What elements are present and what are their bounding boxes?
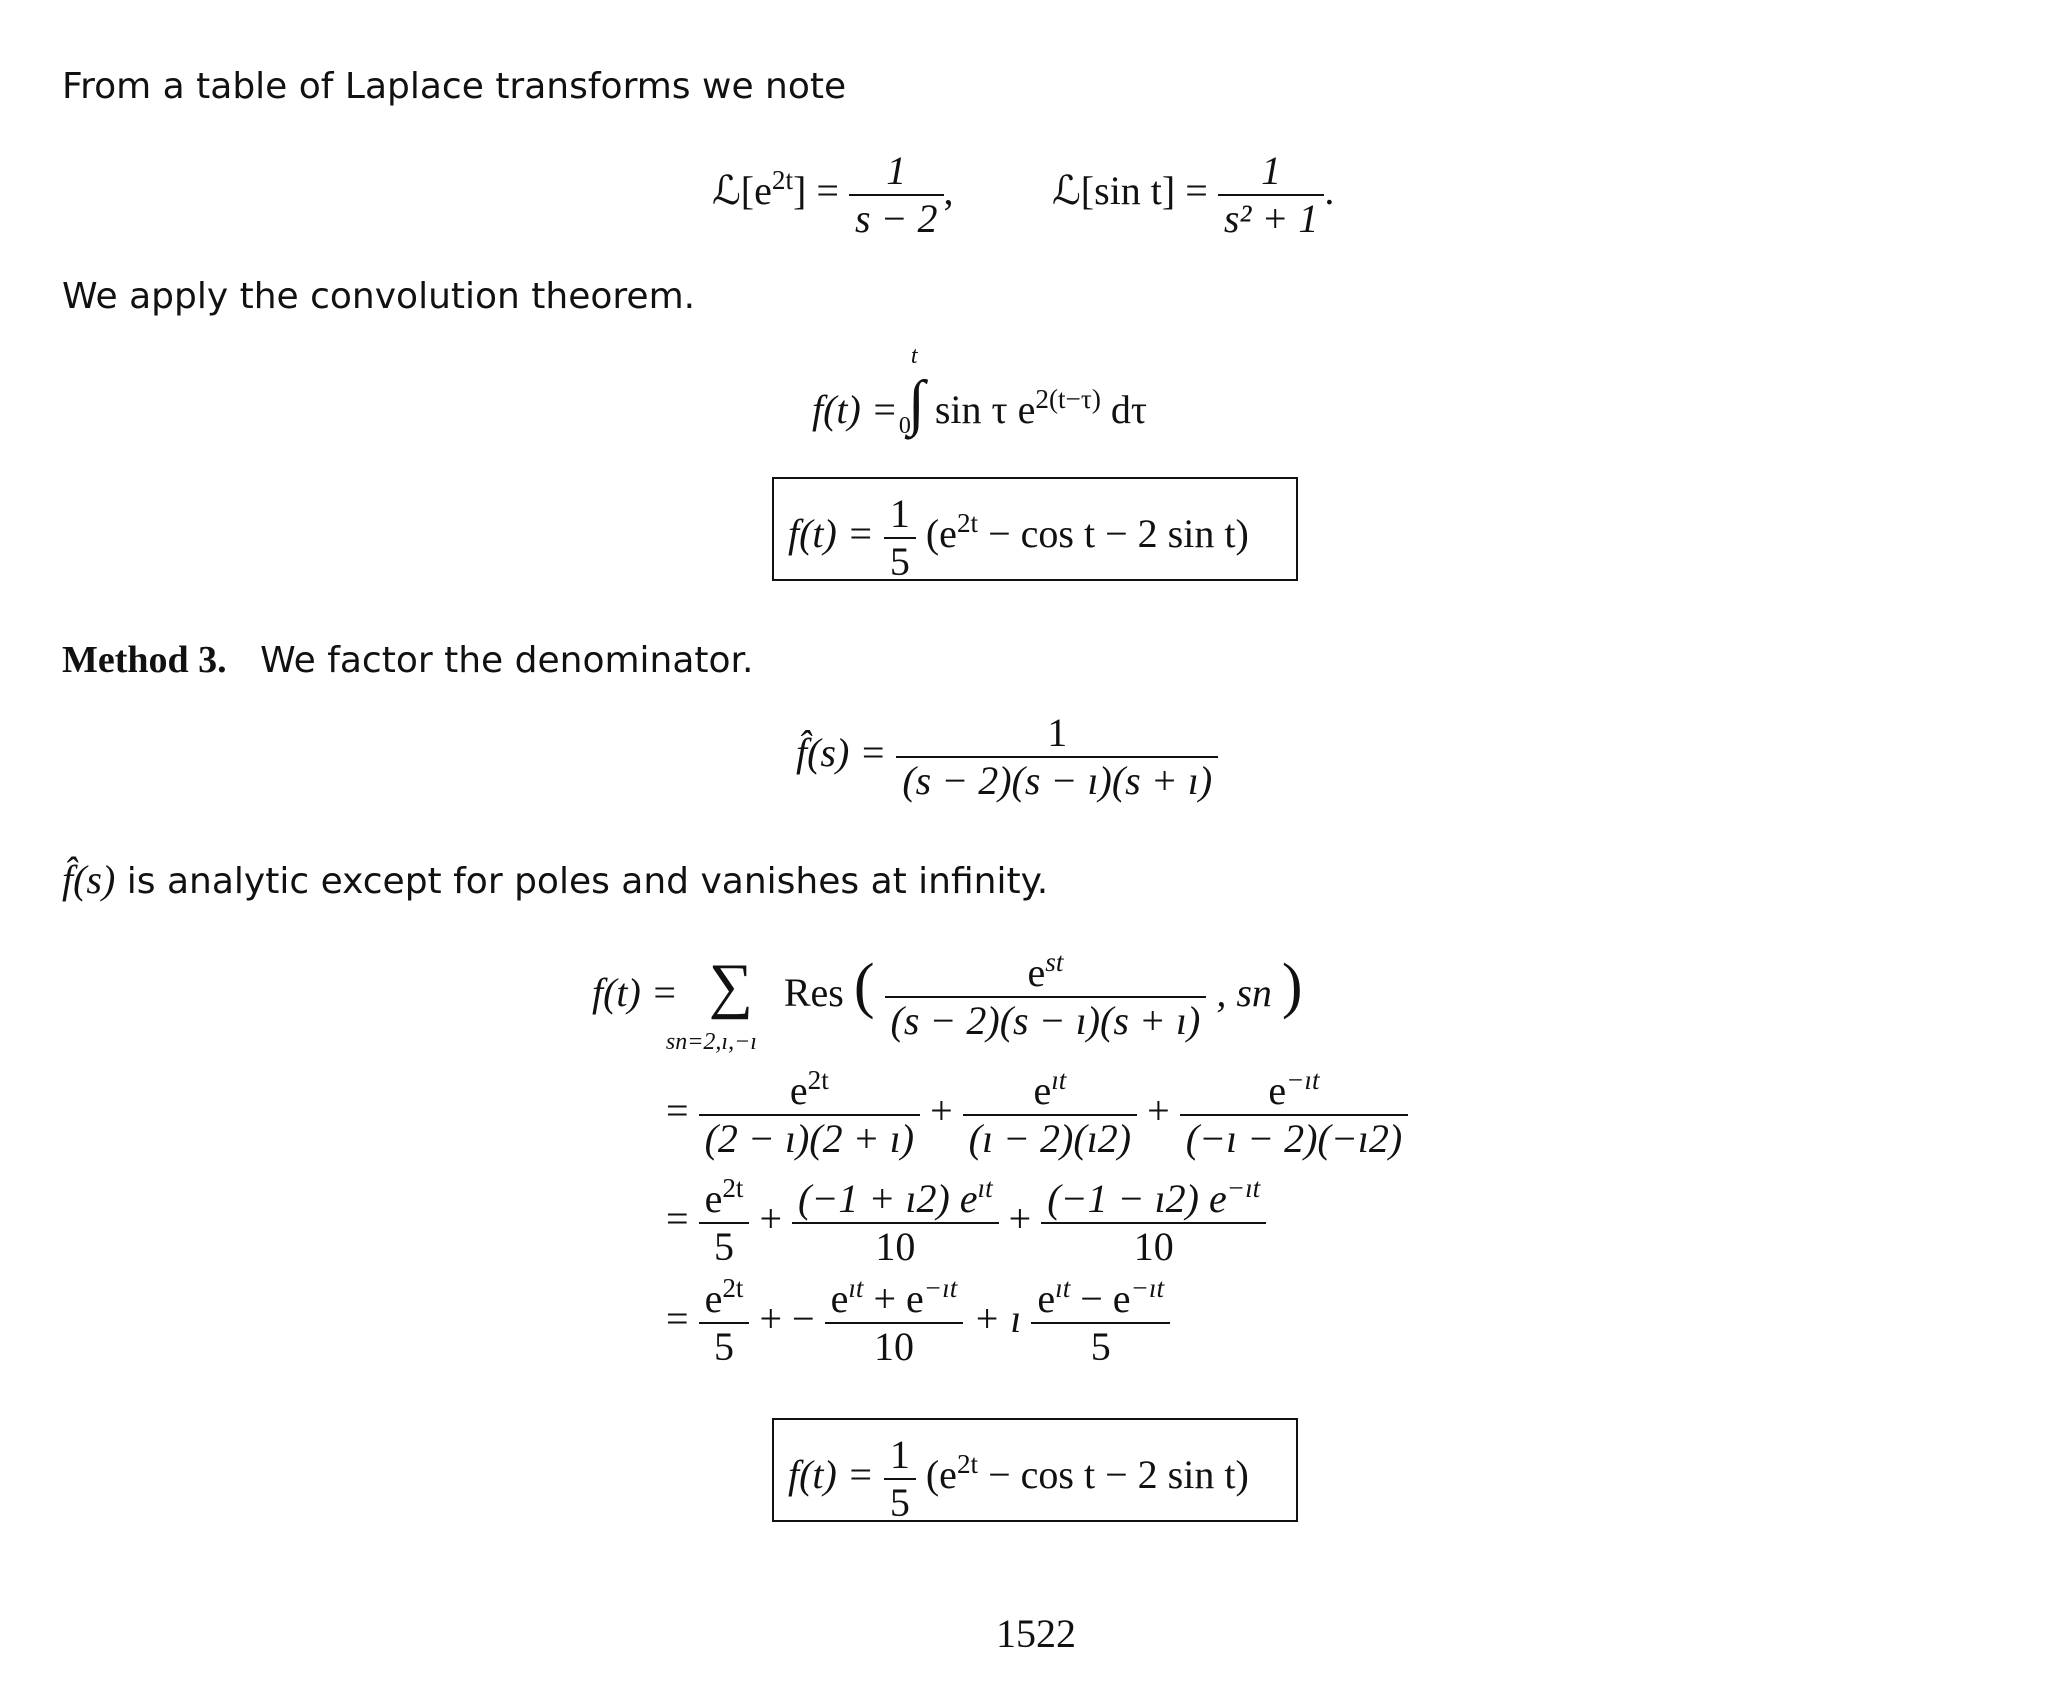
fhat-denominator: (s − 2)(s − ı)(s + ı)	[896, 756, 1218, 804]
laplace-sin-denominator: s² + 1	[1218, 194, 1325, 242]
l3-t3-exp: −ıt	[1226, 1173, 1261, 1204]
l2-t2-den: (ı − 2)(ı2)	[963, 1114, 1138, 1162]
equals-4: =	[666, 1296, 689, 1342]
l4-t2-num-b: + e	[863, 1276, 924, 1321]
result-exponent: 2t	[956, 508, 979, 539]
integral-sign: ∫	[907, 369, 925, 437]
equals-3: =	[666, 1196, 689, 1242]
l4-mid-operator: + −	[759, 1296, 815, 1342]
result2-denominator: 5	[884, 1478, 916, 1526]
l4-t2-num-a: e	[830, 1276, 849, 1321]
result-denominator: 5	[884, 537, 916, 585]
integral-lower: 0	[898, 413, 911, 439]
l2-t3-exp: −ıt	[1286, 1065, 1320, 1096]
l3-term-1	[699, 1173, 750, 1270]
l4-t3-exp-a: ıt	[1055, 1273, 1071, 1304]
res-fraction	[885, 947, 1207, 1044]
page-number: 1522	[996, 1611, 1076, 1656]
result-box-2	[772, 1418, 1298, 1525]
laplace-exp-denominator: s − 2	[849, 194, 944, 242]
laplace-sin-lhs: ℒ[sin t] =	[1052, 168, 1208, 214]
conv-dtau: dτ	[1110, 387, 1147, 432]
l4-t3-num-b: − e	[1070, 1276, 1131, 1321]
res-num-exponent: st	[1045, 947, 1064, 978]
sum-line-3: = $\frac{e^{2t}}{5}$ + $\frac{(-1 + ı2) e^{ıt}}{10}$ + $\frac{(-1 - ı2) e^{-ıt}}{10}$	[666, 1176, 1266, 1270]
fhat-numerator: 1	[1047, 710, 1068, 755]
l3-t3-den: 10	[1041, 1222, 1266, 1270]
conv-integrand: sin τ e	[934, 387, 1036, 432]
fhat-lhs: f̂(s) =	[796, 730, 887, 776]
laplace-sin-formula: ℒ[sin t] = $\frac{1}{\text{s² + 1}}$ .	[1052, 148, 1335, 241]
conv-exponent: 2(t−τ)	[1035, 384, 1101, 415]
l2-term-2	[963, 1065, 1138, 1162]
sum-index: sn=2,ı,−ı	[665, 1029, 757, 1056]
l3-t1-den: 5	[699, 1222, 750, 1270]
fhat-fraction	[896, 710, 1218, 804]
result-formula-1	[788, 491, 1249, 585]
result-box-1	[772, 477, 1298, 584]
sum-line-4	[666, 1273, 1170, 1370]
laplace-exp-numerator: 1	[886, 148, 907, 193]
l4-t3-num-a: e	[1037, 1276, 1056, 1321]
open-paren: (	[853, 952, 875, 1021]
l4-t2-exp-a: ıt	[848, 1273, 864, 1304]
l2-t2-exp: ıt	[1051, 1065, 1067, 1096]
laplace-sin-numerator: 1	[1261, 148, 1282, 193]
l2-term-1	[699, 1065, 921, 1162]
l3-term-3	[1041, 1173, 1266, 1270]
result-fraction	[884, 491, 916, 585]
intro-text: From a table of Laplace transforms we note	[62, 66, 847, 107]
l4-t3-den: 5	[1031, 1322, 1170, 1370]
convolution-text: We apply the convolution theorem.	[62, 276, 696, 317]
laplace-exp-exponent: 2t	[771, 165, 794, 196]
l3-term-2	[792, 1173, 999, 1270]
l3-t2-den: 10	[792, 1222, 999, 1270]
res-label: Res	[783, 970, 844, 1016]
analytic-text: is analytic except for poles and vanishes at infinity.	[126, 861, 1049, 902]
l4-t3-exp-b: −ıt	[1130, 1273, 1165, 1304]
res-denominator: (s − 2)(s − ı)(s + ı)	[885, 996, 1207, 1044]
l2-t3-num: e	[1268, 1068, 1287, 1113]
result2-numerator: 1	[889, 1432, 910, 1477]
result-rest: − cos t − 2 sin t)	[978, 511, 1249, 557]
l4-t2-den: 10	[825, 1322, 964, 1370]
sum-line-2: = $\frac{e^{2t}}{(2 - ı)(2 + ı)}$ + $\frac{e^{ıt}}{(ı - 2)(ı2)}$ + $\frac{e^{-ıt}}{(-ı - 2)(-ı2)}$	[666, 1068, 1408, 1162]
l2-t1-den: (2 − ı)(2 + ı)	[699, 1114, 921, 1162]
method-text: We factor the denominator.	[260, 640, 754, 681]
result2-exponent: 2t	[956, 1449, 979, 1480]
result-paren: (e	[925, 511, 957, 557]
l4-term-1	[699, 1273, 750, 1370]
l2-t1-exp: 2t	[807, 1065, 829, 1096]
laplace-exp-fraction	[849, 148, 944, 242]
convolution-integral	[812, 343, 1147, 439]
conv-lhs: f(t) =	[812, 387, 898, 432]
l4-plus-i: + ı	[973, 1296, 1022, 1342]
laplace-exp-formula: $ℒ[e^{2t}]$ = $\frac{1}{s - 2}$ ,	[712, 148, 954, 241]
fhat-inline: f̂(s)	[62, 857, 116, 902]
laplace-exp-close: ] =	[793, 168, 839, 214]
l3-t1-exp: 2t	[722, 1173, 744, 1204]
residue-sum	[592, 947, 1303, 1056]
sum-lhs: f(t) =	[592, 970, 678, 1016]
result2-lhs: f(t) =	[788, 1452, 874, 1498]
l4-t2-exp-b: −ıt	[923, 1273, 958, 1304]
l4-t1-den: 5	[699, 1322, 750, 1370]
result2-fraction	[884, 1432, 916, 1526]
l3-t1-num: e	[704, 1176, 723, 1221]
result-lhs: f(t) =	[788, 511, 874, 557]
analytic-sentence	[62, 856, 1048, 903]
l4-t1-exp: 2t	[722, 1273, 744, 1304]
l4-t1-num: e	[704, 1276, 723, 1321]
method-label: Method 3.	[62, 639, 227, 681]
l2-t2-num: e	[1033, 1068, 1052, 1113]
equals-2: =	[666, 1088, 689, 1134]
l3-t2-exp: ıt	[977, 1173, 993, 1204]
l4-term-2	[825, 1273, 964, 1370]
res-sn: , sn	[1216, 970, 1272, 1016]
l2-term-3	[1180, 1065, 1408, 1162]
l4-term-3	[1031, 1273, 1170, 1370]
result-numerator: 1	[889, 491, 910, 536]
integral-upper: t	[910, 343, 918, 369]
sigma-sign: ∑	[708, 952, 753, 1021]
result2-rest: − cos t − 2 sin t)	[978, 1452, 1249, 1498]
laplace-sin-fraction	[1218, 148, 1325, 242]
l2-t3-den: (−ı − 2)(−ı2)	[1180, 1114, 1408, 1162]
l3-t2-num: (−1 + ı2) e	[798, 1176, 978, 1221]
result2-paren: (e	[925, 1452, 957, 1498]
res-numerator: e	[1027, 950, 1046, 995]
method-heading	[62, 638, 754, 682]
l3-t3-num: (−1 − ı2) e	[1047, 1176, 1227, 1221]
laplace-exp-lhs: ℒ[e	[712, 168, 772, 214]
fhat-formula	[796, 710, 1218, 804]
close-paren: )	[1281, 952, 1303, 1021]
l2-t1-num: e	[789, 1068, 808, 1113]
result-formula-2	[788, 1432, 1249, 1526]
